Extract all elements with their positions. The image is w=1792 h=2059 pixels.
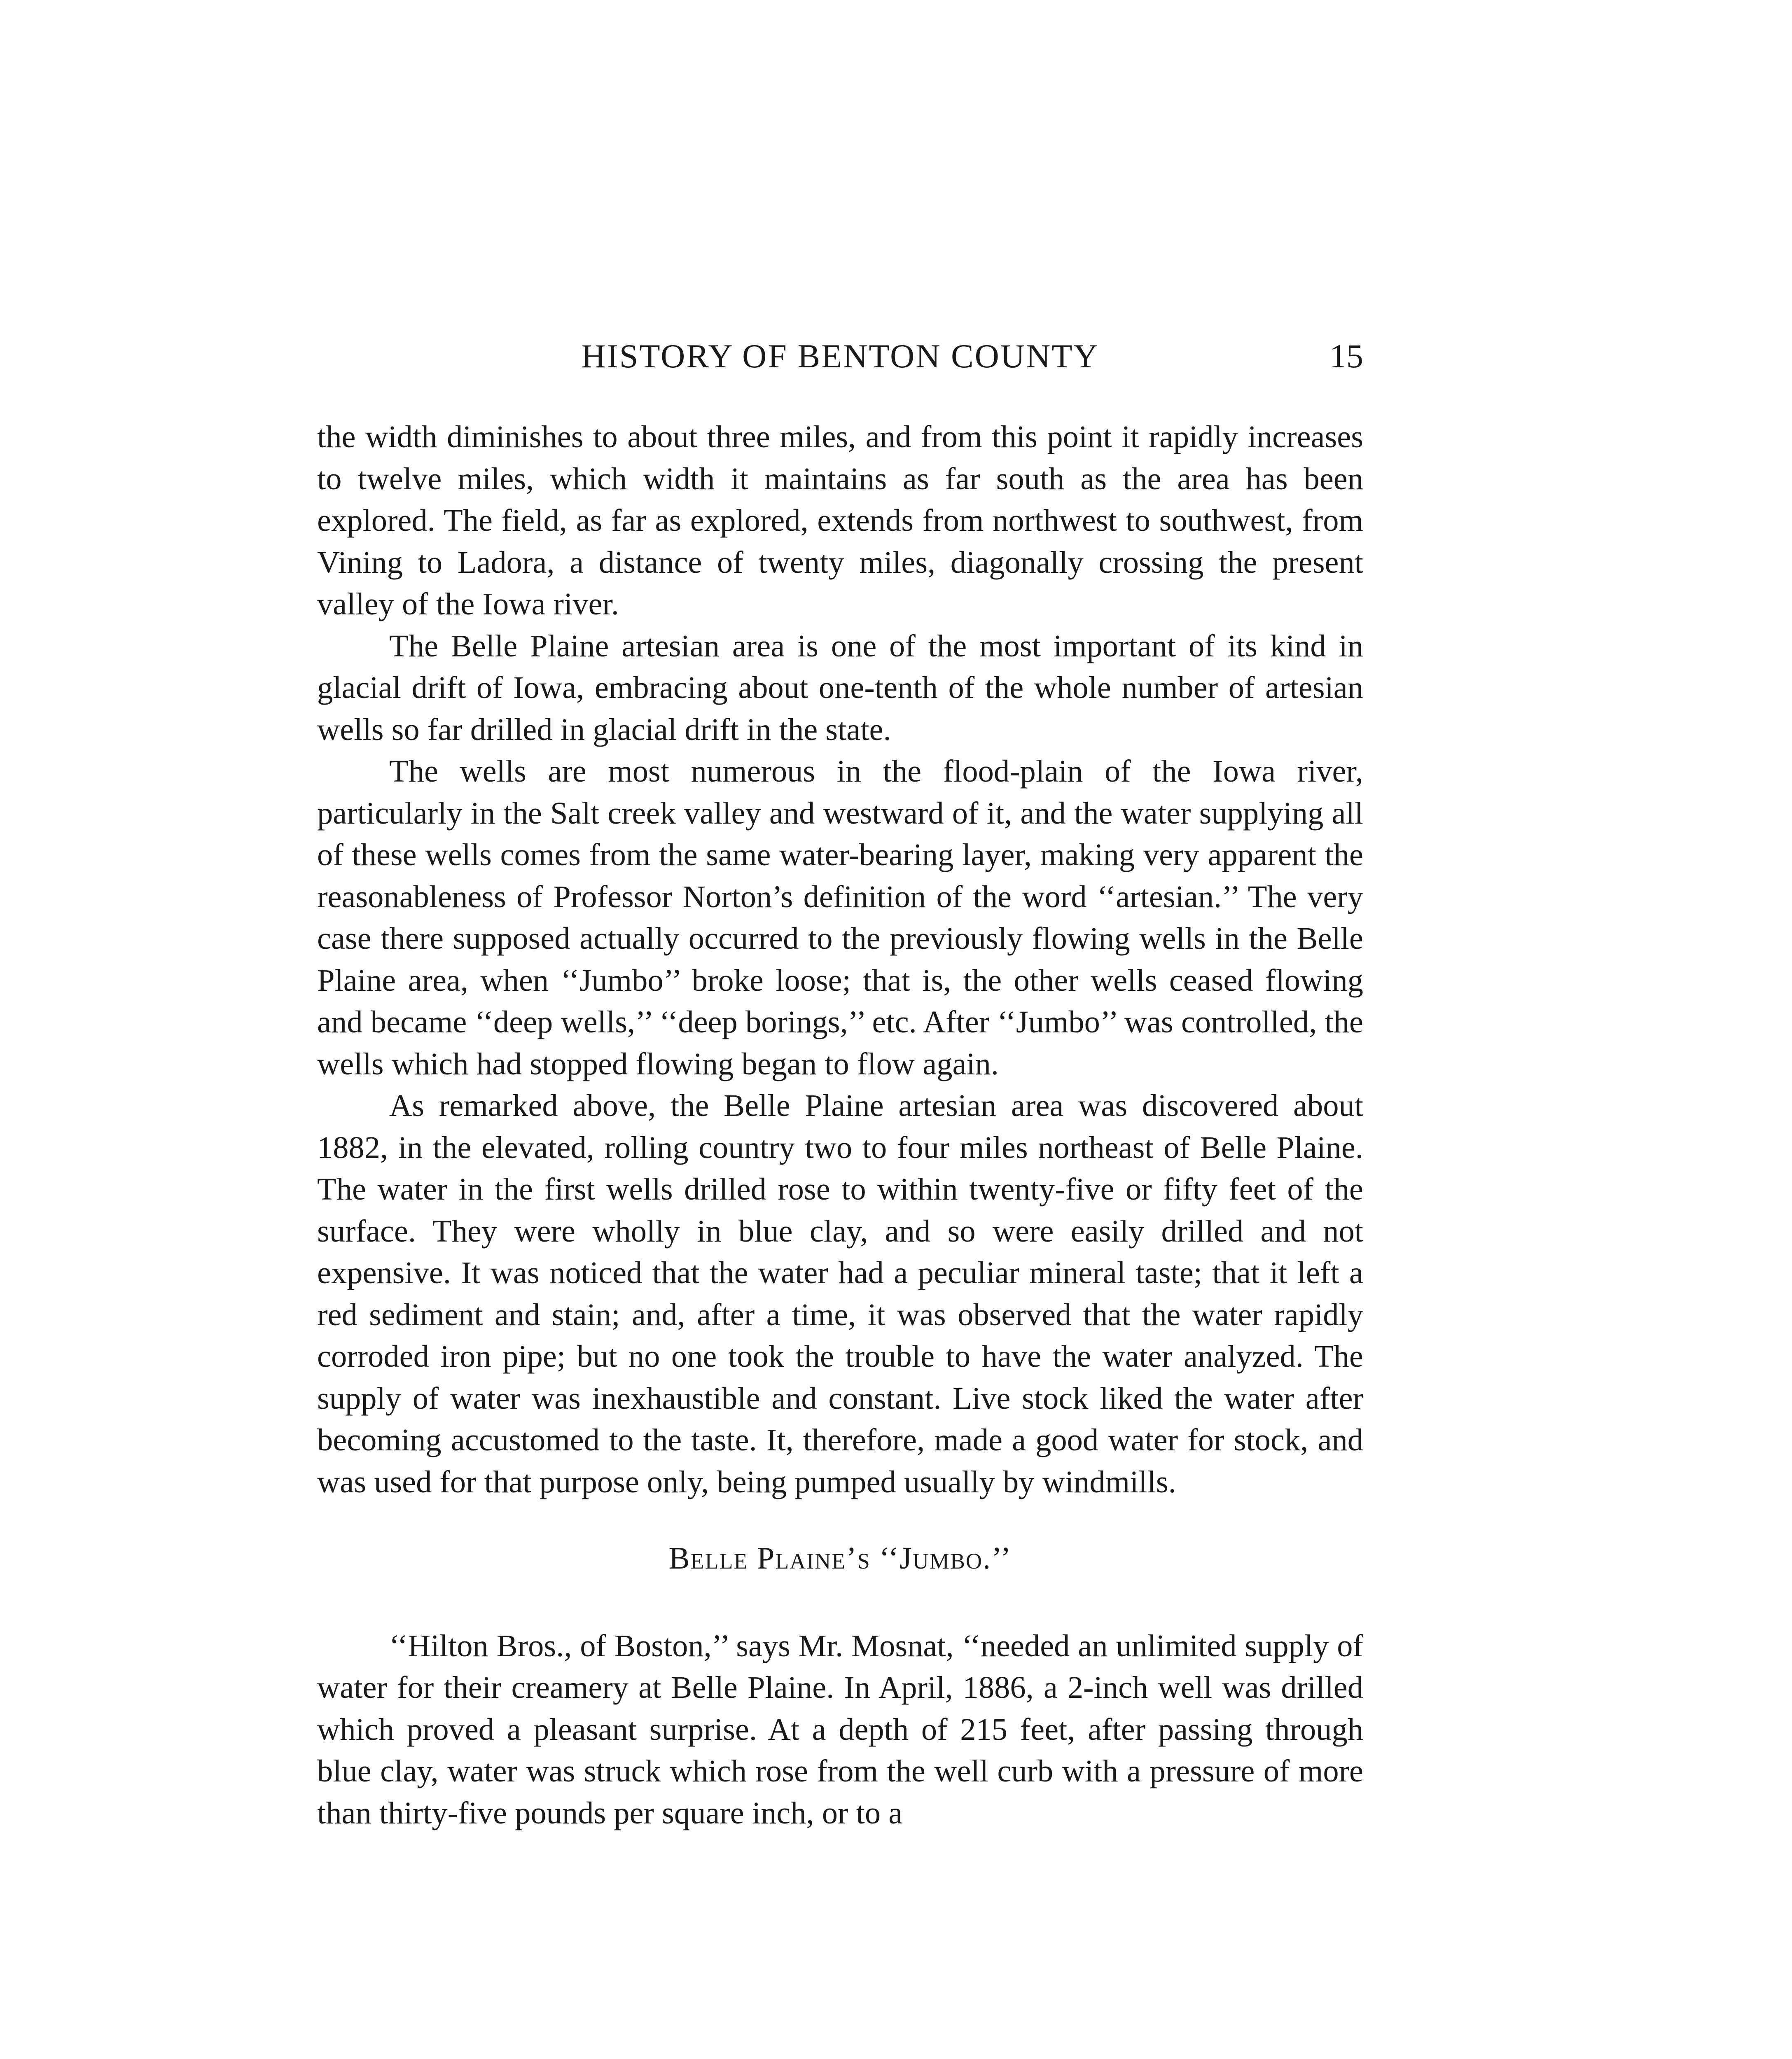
running-title: HISTORY OF BENTON COUNTY	[581, 337, 1099, 375]
body-text	[317, 416, 1363, 1834]
running-head	[317, 334, 1363, 379]
paragraph: As remarked above, the Belle Plaine artesian area was discovered about 1882, in the elevated, rolling country two to four miles northeast of Belle Plaine. The water in the first wells drilled rose to within twenty-five or fifty feet of the surface. They were wholly in blue clay, and so were easily drilled and not expensive. It was noticed that the water had a peculiar mineral taste; that it left a red sediment and stain; and, after a time, it was observed that the water rapidly corroded iron pipe; but no one took the trouble to have the water analyzed. The supply of water was inexhaustible and constant. Live stock liked the water after becoming accustomed to the taste. It, therefore, made a good water for stock, and was used for that purpose only, being pumped usually by windmills.	[317, 1088, 1363, 1499]
paragraph: ‘‘Hilton Bros., of Boston,’’ says Mr. Mosnat, ‘‘needed an unlimited supply of water for their creamery at Belle Plaine. In April, 1886, a 2-inch well was drilled which proved a pleasant surprise. At a depth of 215 feet, after passing through blue clay, water was struck which rose from the well curb with a pressure of more than thirty-five pounds per square inch, or to a	[317, 1628, 1363, 1830]
paragraph: The Belle Plaine artesian area is one of the most important of its kind in glacial drift of Iowa, embracing about one-tenth of the whole number of artesian wells so far drilled in glacial drift in the state.	[317, 628, 1363, 747]
section-heading	[317, 1537, 1363, 1579]
page-number: 15	[1329, 337, 1363, 375]
paragraph: the width diminishes to about three miles, and from this point it rapidly increases to twelve miles, which width it maintains as far south as the area has been explored. The field, as far as explored, extends from northwest to southwest, from Vining to Ladora, a distance of twenty miles, diagonally crossing the present valley of the Iowa river.	[317, 419, 1363, 621]
section-heading-text: Belle Plaine’s ‘‘Jumbo.’’	[668, 1541, 1012, 1576]
paragraph: The wells are most numerous in the flood-plain of the Iowa river, particularly in the Salt creek valley and westward of it, and the water supplying all of these wells comes from the same water-bearing layer, making very apparent the reasonableness of Professor Norton’s definition of the word ‘‘artesian.’’ The very case there supposed actually occurred to the previously flowing wells in the Belle Plaine area, when ‘‘Jumbo’’ broke loose; that is, the other wells ceased flowing and became ‘‘deep wells,’’ ‘‘deep borings,’’ etc. After ‘‘Jumbo’’ was controlled, the wells which had stopped flowing began to flow again.	[317, 754, 1363, 1081]
